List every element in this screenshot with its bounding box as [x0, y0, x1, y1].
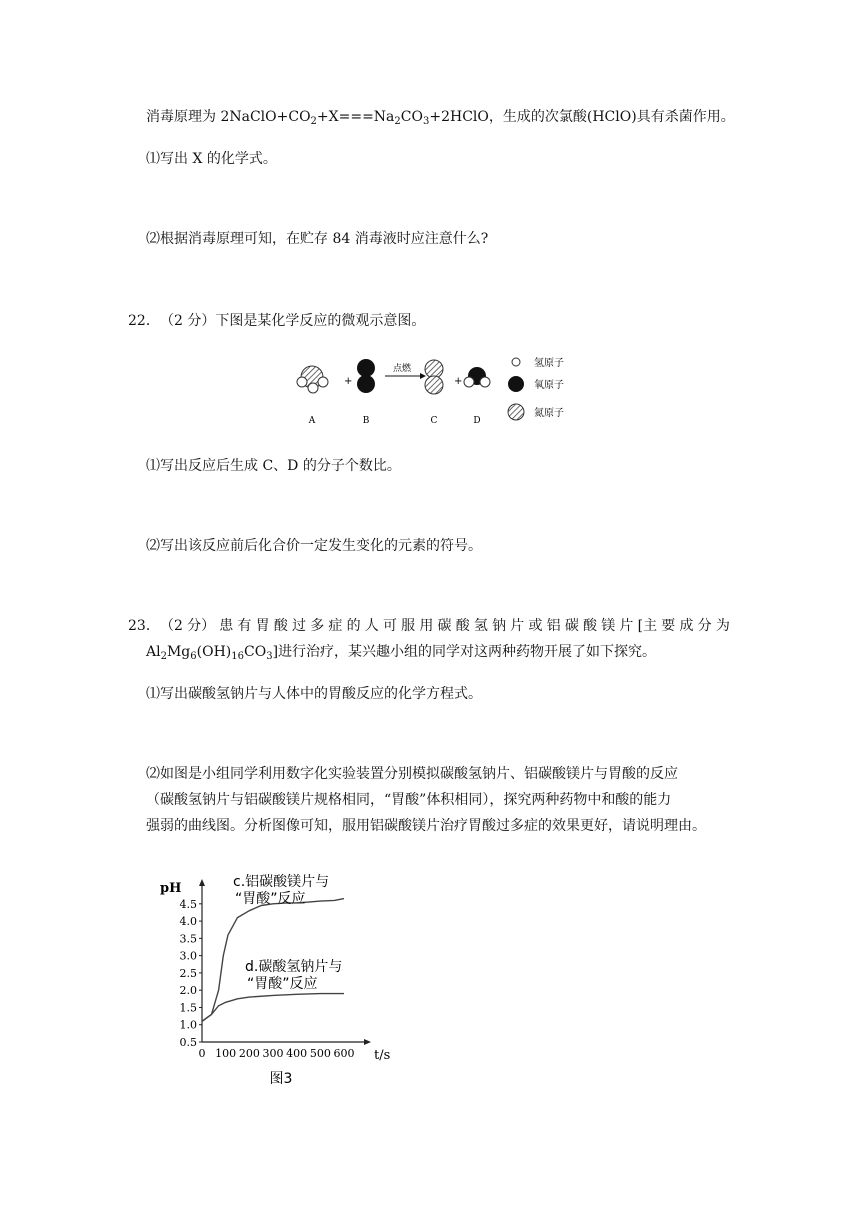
ph-chart	[140, 860, 420, 1100]
label-b: B	[362, 416, 370, 426]
stem-word: 人	[364, 618, 379, 634]
subscript: 2	[394, 116, 401, 127]
label-d: D	[473, 416, 481, 426]
q22-stem: （2 分）下图是某化学反应的微观示意图。	[160, 313, 426, 329]
stem-word: 钠	[492, 618, 507, 634]
subscript: 3	[266, 651, 273, 662]
arrow-label: 点燃	[393, 364, 412, 374]
q23-sub2-line1: ⑵如图是小组同学利用数字化实验装置分别模拟碳酸氢钠片、铝碳酸镁片与胃酸的反应	[146, 766, 678, 782]
y-tick-label: 2.5	[179, 966, 197, 980]
stem-word: 的	[346, 618, 361, 634]
subscript: 6	[190, 651, 197, 662]
q22-sub1: ⑴写出反应后生成 C、D 的分子个数比。	[146, 458, 401, 474]
reaction-diagram	[292, 350, 592, 430]
legend-nitrogen-swatch	[508, 404, 524, 420]
legend-hydrogen-swatch	[512, 358, 520, 366]
y-tick-label: 3.0	[179, 949, 197, 963]
formula-text: +2HClO，生成的次氯酸(HClO)具有杀菌作用。	[429, 109, 735, 125]
y-axis-arrow	[199, 879, 205, 886]
stem-word: 酸	[455, 618, 470, 634]
stem-word: 或	[528, 618, 543, 634]
formula-text: ]进行治疗，某兴趣小组的同学对这两种药物开展了如下探究。	[272, 644, 657, 660]
q21-sub1: ⑴写出 X 的化学式。	[146, 151, 277, 167]
series-d-label-line2: “胃酸”反应	[247, 976, 318, 992]
x-tick-label: 400	[286, 1047, 308, 1060]
stem-word: 可	[382, 618, 397, 634]
stem-word: 氢	[473, 618, 488, 634]
series-c-label-line2: “胃酸”反应	[235, 891, 306, 907]
x-tick-label: 200	[238, 1047, 260, 1060]
stem-word: [主	[637, 618, 658, 634]
stem-word: 分	[697, 618, 712, 634]
y-tick-label: 4.5	[179, 897, 197, 911]
stem-word: 胃	[255, 618, 270, 634]
x-tick-label: 300	[262, 1047, 284, 1060]
stem-word: 片	[619, 618, 634, 634]
subscript: 2	[310, 116, 317, 127]
y-tick-label: 1.5	[179, 1001, 197, 1015]
arrow-head	[420, 373, 426, 379]
formula-text: Mg	[166, 644, 191, 660]
stem-word: 要	[661, 618, 676, 634]
molecule-c	[425, 360, 443, 394]
stem-word: 镁	[601, 618, 616, 634]
stem-word: 片	[510, 618, 525, 634]
q22-number: 22．	[128, 313, 160, 329]
stem-word: 用	[419, 618, 434, 634]
q23-stem-line2	[146, 642, 656, 662]
x-tick-label: 100	[215, 1047, 237, 1060]
x-tick-label: 500	[309, 1047, 331, 1060]
formula-text: +X===Na	[316, 109, 395, 125]
formula-text: (OH)	[196, 644, 232, 660]
x-tick-label: 0	[198, 1047, 206, 1060]
stem-word: 服	[401, 618, 416, 634]
formula-text: Al	[146, 644, 161, 660]
q23-number: 23．	[128, 618, 160, 634]
y-tick-label: 1.0	[179, 1018, 197, 1032]
formula-text: 消毒原理为 2NaClO+CO	[146, 109, 311, 125]
x-tick-label: 600	[333, 1047, 355, 1060]
stem-word: 症	[328, 618, 343, 634]
q23-stem-line1	[160, 616, 730, 636]
subscript: 3	[423, 116, 430, 127]
stem-word: 为	[715, 618, 730, 634]
series-c-label-line1: c.铝碳酸镁片与	[233, 874, 330, 890]
stem-word: （2	[160, 618, 183, 634]
q21-sub2: ⑵根据消毒原理可知，在贮存 84 消毒液时应注意什么?	[146, 231, 489, 247]
stem-word: 碳	[437, 618, 452, 634]
series-d-label-line1: d.碳酸氢钠片与	[245, 959, 343, 975]
molecule-a	[297, 366, 328, 393]
stem-word: 酸	[583, 618, 598, 634]
q23-sub2-line2: （碳酸氢钠片与铝碳酸镁片规格相同，“胃酸”体积相同），探究两种药物中和酸的能力	[146, 792, 672, 808]
stem-word: 患	[219, 618, 234, 634]
molecule-d	[464, 367, 490, 387]
legend-nitrogen: 氮原子	[534, 408, 564, 419]
chart-title: 图3	[269, 1071, 293, 1087]
stem-word: 酸	[273, 618, 288, 634]
plus-sign: +	[454, 376, 463, 387]
q22-sub2: ⑵写出该反应前后化合价一定发生变化的元素的符号。	[146, 538, 482, 554]
y-axis-label: pH	[160, 881, 182, 896]
label-a: A	[308, 416, 316, 426]
formula-text: CO	[400, 109, 423, 125]
molecule-b	[357, 359, 375, 393]
x-axis-arrow	[364, 1039, 371, 1045]
legend-oxygen: 氧原子	[534, 380, 564, 391]
q23-sub2-line3: 强弱的曲线图。分析图像可知，服用铝碳酸镁片治疗胃酸过多症的效果更好，请说明理由。	[146, 818, 706, 834]
subscript: 2	[160, 651, 167, 662]
label-c: C	[430, 416, 438, 426]
stem-word: 铝	[546, 618, 561, 634]
subscript: 16	[231, 651, 244, 662]
y-tick-label: 0.5	[179, 1036, 197, 1049]
plus-sign: +	[344, 376, 353, 387]
stem-word: 多	[310, 618, 325, 634]
legend-oxygen-swatch	[508, 376, 524, 392]
y-tick-label: 3.5	[179, 932, 197, 946]
stem-word: 碳	[564, 618, 579, 634]
y-tick-label: 2.0	[179, 984, 197, 998]
legend-hydrogen: 氢原子	[534, 358, 564, 369]
q21-principle-line	[146, 107, 735, 127]
formula-text: CO	[244, 644, 267, 660]
stem-word: 过	[292, 618, 307, 634]
series-d-line	[202, 994, 344, 1022]
stem-word: 分）	[187, 618, 216, 634]
x-axis-label: t/s	[374, 1048, 391, 1063]
stem-word: 成	[679, 618, 694, 634]
y-tick-label: 4.0	[179, 915, 197, 929]
stem-word: 有	[237, 618, 252, 634]
q23-sub1: ⑴写出碳酸氢钠片与人体中的胃酸反应的化学方程式。	[146, 686, 482, 702]
